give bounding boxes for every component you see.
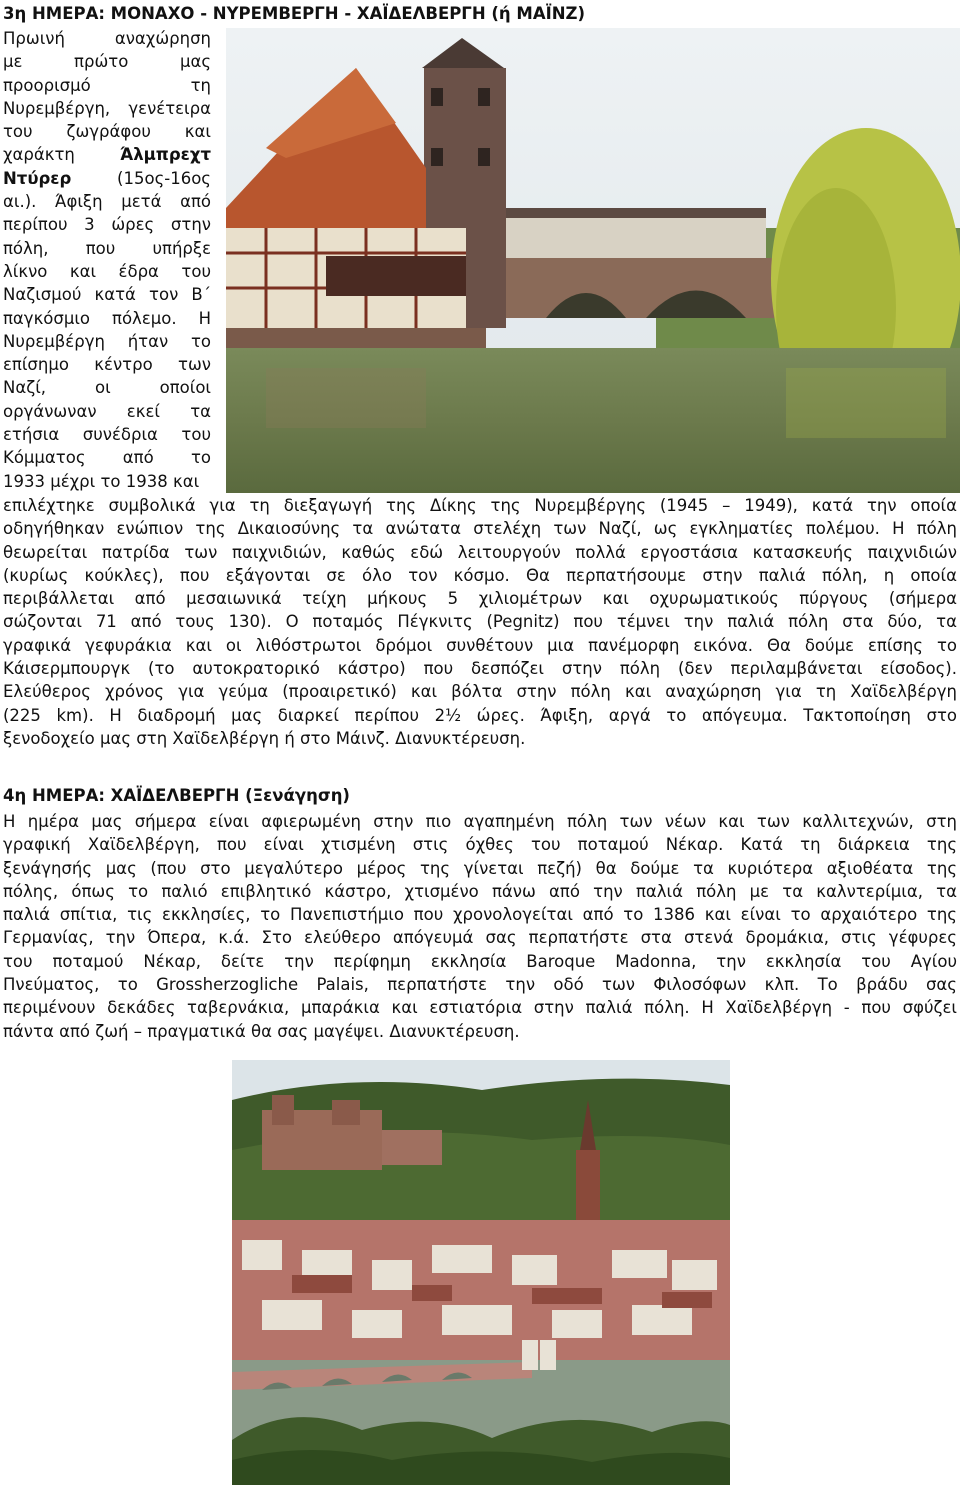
intro-line: Νυρεμβέργη ήταν το bbox=[3, 331, 211, 351]
intro-line: οργάνωναν εκεί τα bbox=[3, 401, 211, 421]
intro-line: Πρωινή αναχώρηση bbox=[3, 29, 211, 48]
intro-line: επίσημο κέντρο των bbox=[3, 355, 211, 375]
intro-line: με πρώτο μας bbox=[3, 52, 211, 72]
body-line: οδηγήθηκαν ενώπιον της Δικαιοσύνης τα ανώτατα στελέχη των Ναζί, ως εγκληματίες πολέμου. Η πόλη bbox=[3, 519, 957, 539]
body-line: γραφικά γεφυράκια και οι λιθόστρωτοι δρόμοι συνθέτουν μια πανέμορφη εικόνα. Θα δούμε επίσης το bbox=[3, 635, 957, 655]
body-line: πάντα από ζωή – πραγματικά θα σας μαγέψει. Διανυκτέρευση. bbox=[3, 1021, 520, 1041]
intro-line: 1933 μέχρι το 1938 και bbox=[3, 471, 200, 491]
day4-heading: 4η ΗΜΕΡΑ: ΧΑΪΔΕΛΒΕΡΓΗ (Ξενάγηση) bbox=[3, 786, 350, 805]
intro-line: Κόμματος από το bbox=[3, 448, 211, 468]
intro-line: ετήσια συνέδρια του bbox=[3, 425, 211, 445]
day3-body-text bbox=[3, 494, 957, 750]
heidelberg-photo bbox=[232, 1060, 730, 1485]
body-line: (225 km). Η διαδρομή μας διαρκεί περίπου 2½ ώρες. Άφιξη, αργά το απόγευμα. Τακτοποίηση στο bbox=[3, 705, 957, 725]
intro-line: περίπου 3 ώρες στην bbox=[3, 215, 211, 235]
day3-heading: 3η ΗΜΕΡΑ: ΜΟΝΑΧΟ - ΝΥΡΕΜΒΕΡΓΗ - ΧΑΪΔΕΛΒΕΡΓΗ (ή ΜΑΪΝΖ) bbox=[3, 4, 586, 23]
intro-word: (15ος-16ος bbox=[117, 168, 211, 188]
body-line: παλιά σπίτια, τις εκκλησίες, το Πανεπιστήμιο που χρονολογείται από το 1386 και είναι το αρχαιότερο της bbox=[3, 905, 957, 925]
nuremberg-photo bbox=[226, 28, 960, 493]
body-line: Η ημέρα μας σήμερα είναι αφιερωμένη στην πιο αγαπημένη πόλη των νέων και των καλλιτεχνών, στη bbox=[3, 812, 957, 831]
intro-line: παγκόσμιο πόλεμο. Η bbox=[3, 308, 211, 328]
intro-line bbox=[3, 167, 211, 190]
artist-surname: Ντύρερ bbox=[3, 168, 72, 188]
body-line: ξενάγησής μας (που στο μεγαλύτερο μέρος της γίνεται πεζή) θα δούμε τα κυριότερα αξιοθέατα της bbox=[3, 858, 957, 878]
intro-line: Ναζί, οι οποίοι bbox=[3, 378, 211, 398]
intro-line: Ναζισμού κατά τον Β΄ bbox=[3, 285, 211, 305]
body-line: ξενοδοχείο μας στη Χαϊδελβέργη ή στο Μάινζ. Διανυκτέρευση. bbox=[3, 728, 526, 748]
day3-intro-text bbox=[3, 27, 211, 493]
day4-body-text bbox=[3, 810, 957, 1043]
body-line: περιβάλλεται από μεσαιωνικά τείχη μήκους 5 χιλιομέτρων και οχυρωματικούς πύργους (σήμερα bbox=[3, 589, 957, 609]
body-line: επιλέχτηκε συμβολικά για τη διεξαγωγή της Δίκης της Νυρεμβέργης (1945 – 1949), κατά την οποία bbox=[3, 496, 957, 515]
body-line: πόλης, όπως το παλιό επιβλητικό κάστρο, χτισμένο πάνω από την παλιά πόλη με τα καλντερίμια, τα bbox=[3, 881, 957, 901]
artist-name: Άλμπρεχτ bbox=[120, 145, 211, 165]
intro-line: προορισμό τη bbox=[3, 75, 211, 95]
body-line: Κάισερμπουργκ (το αυτοκρατορικό κάστρο) που δεσπόζει στην πόλη (δεν περιλαμβάνεται είσοδος). bbox=[3, 659, 957, 679]
intro-word: χαράκτη bbox=[3, 145, 75, 165]
intro-line: του ζωγράφου και bbox=[3, 122, 211, 142]
body-line: σώζονται 71 από τους 130). Ο ποταμός Πέγκνιτς (Pegnitz) που τέμνει την παλιά πόλη στα δύο, τα bbox=[3, 612, 957, 632]
body-line: θεωρείται πατρίδα των παιχνιδιών, καθώς εδώ λειτουργούν πολλά εργοστάσια κατασκευής παιχνιδιών bbox=[3, 542, 957, 562]
body-line: γραφική Χαϊδελβέργη, που είναι χτισμένη στις όχθες του ποταμού Νέκαρ. Κατά τη διάρκεια της bbox=[3, 835, 957, 855]
intro-line: πόλη, που υπήρξε bbox=[3, 238, 211, 258]
intro-line: λίκνο και έδρα του bbox=[3, 261, 211, 281]
body-line: περιμένουν δεκάδες ταβερνάκια, μπαράκια και εστιατόρια στην παλιά πόλη. Η Χαϊδελβέργη - που σφύζει bbox=[3, 998, 957, 1018]
intro-line: αι.). Άφιξη μετά από bbox=[3, 192, 211, 212]
intro-line: Νυρεμβέργη, γενέτειρα bbox=[3, 98, 211, 118]
intro-line bbox=[3, 143, 211, 166]
body-line: του ποταμού Νέκαρ, δείτε την περίφημη εκκλησία Baroque Madonna, την εκκλησία του Αγίου bbox=[3, 951, 957, 971]
body-line: (κυρίως κούκλες), που εξάγονται σε όλο τον κόσμο. Θα περπατήσουμε στην παλιά πόλη, η οποία bbox=[3, 565, 957, 585]
body-line: Πνεύματος, το Grossherzogliche Palais, περπατήστε την οδό των Φιλοσόφων κλπ. Το βράδυ σας bbox=[3, 975, 957, 995]
body-line: Ελεύθερος χρόνος για γεύμα (προαιρετικό) και βόλτα στην πόλη και αναχώρηση για τη Χαϊδελβέργη bbox=[3, 682, 957, 702]
body-line: Γερμανίας, την Όπερα, κ.ά. Στο ελεύθερο απόγευμά σας περπατήστε στα στενά δρομάκια, στις γέφυρες bbox=[3, 928, 957, 948]
